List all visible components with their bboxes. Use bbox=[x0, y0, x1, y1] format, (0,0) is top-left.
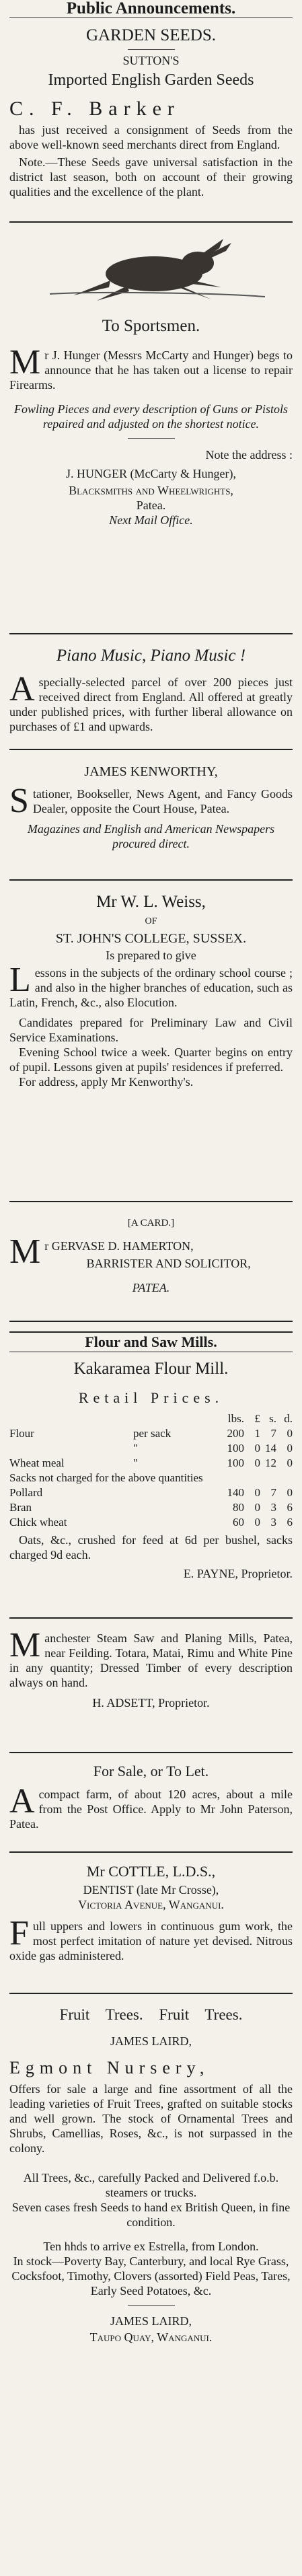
dropcap-f: F bbox=[9, 1914, 29, 1952]
hamerton-town: PATEA. bbox=[132, 1281, 170, 1294]
cottle-address: Victoria Avenue, Wanganui. bbox=[78, 1898, 224, 1911]
cottle-name: Mr COTTLE, L.D.S., bbox=[86, 1863, 216, 1880]
retail-prices: Retail Prices. bbox=[78, 1389, 224, 1406]
garden-seeds-sub: SUTTON'S bbox=[122, 54, 180, 67]
unit-row: lbs. £ s. d. bbox=[227, 1412, 293, 1425]
hamerton-title: BARRISTER AND SOLICITOR, bbox=[86, 1257, 251, 1270]
cottle-body: Full uppers and lowers in continuous gum work, the most perfect imitation of nature yet devised. Nitrous oxide gas administered. bbox=[9, 1914, 293, 1962]
fruit-trees-title: Fruit Trees. Fruit Trees. bbox=[59, 2006, 243, 2023]
hunger-trade: Blacksmiths and Wheelwrights, bbox=[69, 484, 233, 497]
egmont-nursery: Egmont Nursery, bbox=[9, 2058, 210, 2077]
weiss-of: OF bbox=[145, 916, 157, 926]
hamerton-ad bbox=[9, 1202, 293, 1322]
weiss-college: ST. JOHN'S COLLEGE, SUSSEX. bbox=[55, 931, 247, 946]
dropcap-s: S bbox=[9, 782, 29, 820]
piano-ad bbox=[9, 634, 293, 750]
for-sale-ad bbox=[9, 1753, 293, 1853]
weiss-address: For address, apply Mr Kenworthy's. bbox=[19, 1075, 194, 1089]
mill-name: Kakaramea Flour Mill. bbox=[73, 1360, 229, 1378]
payne-proprietor: E. PAYNE, Proprietor. bbox=[183, 1567, 293, 1580]
kenworthy-note: Magazines and English and American Newspapers procured direct. bbox=[27, 822, 275, 850]
weiss-ad bbox=[9, 881, 293, 1202]
garden-seeds-body: has just received a consignment of Seeds from the above well-known seed merchants direct from England. bbox=[9, 123, 293, 151]
price-row: Sacks not charged for the above quantities bbox=[9, 1471, 203, 1484]
fruit-trees-ad bbox=[9, 1994, 293, 2458]
fruit-body: Offers for sale a large and fine assortment of all the leading varieties of Fruit Trees, grafted on suitable stocks and well grown. The stock of Ornamental Trees and Shrubs, Camellias, Roses, &c., is not surpassed in the colony. bbox=[9, 2082, 293, 2155]
price-row: " 100 0 14 0 bbox=[133, 1442, 293, 1455]
flour-mill-ad bbox=[9, 1352, 293, 1619]
kenworthy-ad bbox=[9, 750, 293, 881]
weiss-evening: Evening School twice a week. Quarter begins on entry of pupil. Lessons given at pupils' residences if preferred. bbox=[9, 1045, 293, 1074]
dropcap-m: M bbox=[9, 1232, 41, 1271]
for-sale-body: A compact farm, of about 120 acres, about a mile from the Post Office. Apply to Mr John Paterson, Patea. bbox=[9, 1782, 293, 1831]
price-row: Bran 80 0 3 6 bbox=[9, 1501, 293, 1514]
price-row: Chick wheat 60 0 3 6 bbox=[9, 1516, 293, 1529]
hunger-location: Next Mail Office. bbox=[109, 513, 193, 527]
dropcap-a: A bbox=[9, 670, 35, 708]
piano-body: A specially-selected parcel of over 200 pieces just received direct from England. All offered at greatly under published prices, with further liberal allowance on purchases of £1 and upwards. bbox=[9, 670, 293, 733]
adsett-proprietor: H. ADSETT, Proprietor. bbox=[92, 1696, 210, 1709]
public-announcements-header: Public Announcements. bbox=[9, 0, 293, 18]
hunger-town: Patea. bbox=[136, 499, 166, 512]
price-row: Flour per sack 200 1 7 0 bbox=[9, 1427, 293, 1440]
dropcap-m: M bbox=[9, 343, 41, 381]
sportsmen-ad bbox=[9, 223, 293, 634]
fruit-seven-cases: Seven cases fresh Seeds to hand ex British Queen, in fine condition. bbox=[11, 2201, 291, 2229]
price-row: Wheat meal " 100 0 12 0 bbox=[9, 1457, 293, 1469]
rule bbox=[128, 49, 175, 50]
rule bbox=[128, 438, 175, 439]
fruit-ten-hhds: Ten hhds to arrive ex Estrella, from London. bbox=[43, 2240, 259, 2253]
laird-signature: JAMES LAIRD, bbox=[110, 2314, 192, 2328]
dropcap-a: A bbox=[9, 1782, 35, 1820]
address-label: Note the address : bbox=[205, 448, 293, 462]
cottle-ad bbox=[9, 1853, 293, 1994]
manchester-body: Manchester Steam Saw and Planing Mills, Patea, near Feilding. Totara, Matai, Rimu and White Pine in any quantity; Dressed Timber of every description always on hand. bbox=[9, 1626, 293, 1689]
kenworthy-body: Stationer, Bookseller, News Agent, and Fancy Goods Dealer, opposite the Court House, Patea. bbox=[9, 782, 293, 820]
weiss-prepared: Is prepared to give bbox=[106, 949, 196, 962]
weiss-candidates: Candidates prepared for Preliminary Law and Civil Service Examinations. bbox=[9, 1016, 293, 1044]
cottle-sub: DENTIST (late Mr Crosse), bbox=[83, 1883, 219, 1897]
garden-seeds-headline: Imported English Garden Seeds bbox=[48, 71, 254, 89]
hamerton-card: [A CARD.] bbox=[127, 1218, 175, 1228]
piano-title: Piano Music, Piano Music ! bbox=[56, 647, 246, 665]
garden-seeds-ad bbox=[9, 18, 293, 223]
dropcap-m: M bbox=[9, 1626, 41, 1664]
garden-seeds-title: GARDEN SEEDS. bbox=[85, 26, 217, 44]
manchester-mills-ad bbox=[9, 1619, 293, 1753]
hamerton-name-row: Mr GERVASE D. HAMERTON, bbox=[9, 1232, 194, 1271]
hare-illustration bbox=[9, 239, 293, 303]
sportsmen-note: Fowling Pieces and every description of Guns or Pistols repaired and adjusted on the shortest notice. bbox=[14, 402, 288, 431]
laird-address: Taupo Quay, Wanganui. bbox=[89, 2330, 213, 2344]
garden-seeds-note: Note.—These Seeds gave universal satisfaction in the district last season, both on account of their growing qualities and the excellence of the plant. bbox=[9, 155, 293, 198]
oats-note: Oats, &c., crushed for feed at 6d per bushel, sacks charged 9d each. bbox=[9, 1533, 293, 1561]
price-row: Pollard 140 0 7 0 bbox=[9, 1486, 293, 1499]
sportsmen-body: Mr J. Hunger (Messrs McCarty and Hunger) begs to announce that he has taken out a license to repair Firearms. bbox=[9, 343, 293, 392]
weiss-name: Mr W. L. Weiss, bbox=[96, 893, 206, 911]
dropcap-l: L bbox=[9, 961, 31, 999]
fruit-packed: All Trees, &c., carefully Packed and Delivered f.o.b. steamers or trucks. bbox=[23, 2171, 279, 2199]
fruit-stock: In stock—Poverty Bay, Canterbury, and local Rye Grass, Cocksfoot, Timothy, Clovers (assorted) Field Peas, Tares, Early Seed Potatoes, &c. bbox=[11, 2254, 291, 2297]
price-table bbox=[9, 1411, 293, 1530]
kenworthy-name: JAMES KENWORTHY, bbox=[84, 764, 218, 779]
rule bbox=[128, 2305, 175, 2306]
barker-name: C. F. Barker bbox=[9, 98, 180, 120]
hunger-name: J. HUNGER (McCarty & Hunger), bbox=[66, 467, 236, 480]
weiss-lessons: Lessons in the subjects of the ordinary school course ; and also in the higher branches of education, such as Latin, French, &c., also Elocution. bbox=[9, 961, 293, 1009]
laird-name: JAMES LAIRD, bbox=[110, 2034, 192, 2048]
flour-section-header: Flour and Saw Mills. bbox=[9, 1331, 293, 1352]
for-sale-title: For Sale, or To Let. bbox=[93, 1763, 209, 1779]
sportsmen-title: To Sportsmen. bbox=[102, 317, 200, 335]
